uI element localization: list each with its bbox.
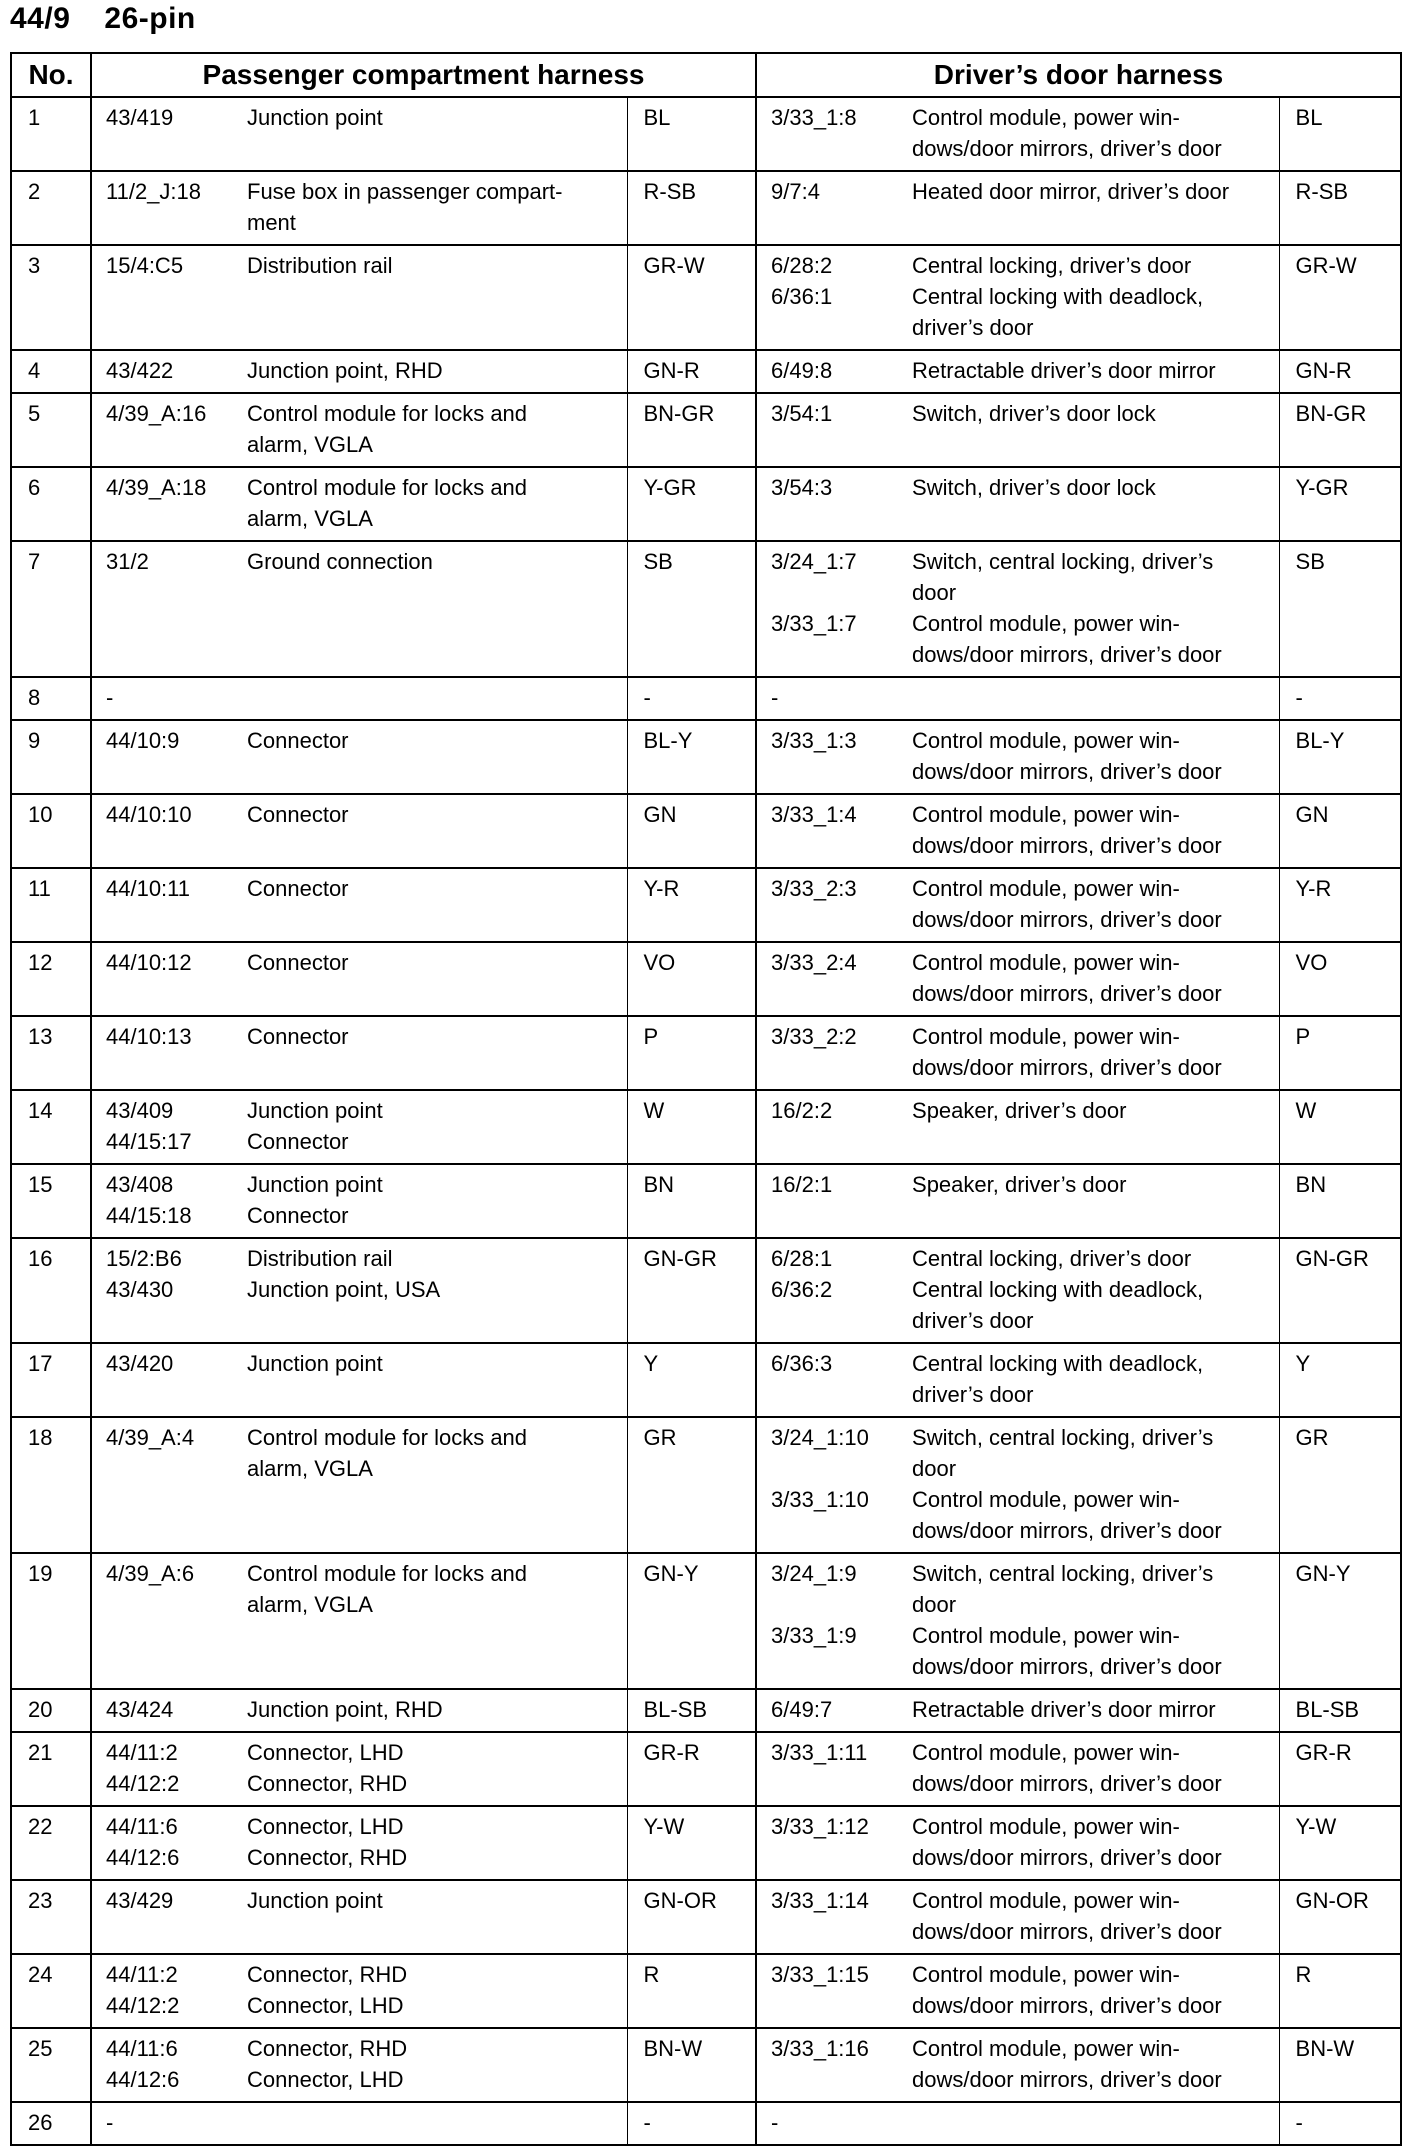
driver-description: Control module, power win- dows/door mirrors, driver’s door	[898, 794, 1279, 868]
table-row	[11, 393, 1401, 467]
passenger-description: Control module for locks and alarm, VGLA	[233, 1417, 627, 1553]
passenger-terminal: 4/39_A:16	[91, 393, 233, 467]
pin-number: 3	[11, 245, 91, 350]
passenger-wire-color: GN-R	[627, 350, 756, 393]
driver-description: Control module, power win- dows/door mirrors, driver’s door	[898, 1016, 1279, 1090]
passenger-wire-color: BN	[627, 1164, 756, 1238]
driver-wire-color: GN-R	[1279, 350, 1401, 393]
driver-description: Central locking with deadlock, driver’s door	[898, 1343, 1279, 1417]
passenger-description: Connector, LHD Connector, RHD	[233, 1732, 627, 1806]
passenger-wire-color: R	[627, 1954, 756, 2028]
driver-terminal: 3/33_1:14	[756, 1880, 898, 1954]
driver-description: Speaker, driver’s door	[898, 1164, 1279, 1238]
driver-description	[898, 2102, 1279, 2145]
driver-description: Control module, power win- dows/door mirrors, driver’s door	[898, 1954, 1279, 2028]
pin-number: 20	[11, 1689, 91, 1732]
passenger-description: Junction point	[233, 1343, 627, 1417]
pin-number: 4	[11, 350, 91, 393]
pin-number: 13	[11, 1016, 91, 1090]
passenger-description: Control module for locks and alarm, VGLA	[233, 1553, 627, 1689]
passenger-description	[233, 2102, 627, 2145]
passenger-description: Control module for locks and alarm, VGLA	[233, 467, 627, 541]
page-header	[10, 2, 196, 36]
passenger-terminal: 44/10:13	[91, 1016, 233, 1090]
passenger-wire-color: GR-R	[627, 1732, 756, 1806]
pin-number: 18	[11, 1417, 91, 1553]
pin-number: 23	[11, 1880, 91, 1954]
driver-description: Central locking, driver’s door Central locking with deadlock, driver’s door	[898, 245, 1279, 350]
driver-description: Control module, power win- dows/door mirrors, driver’s door	[898, 1732, 1279, 1806]
passenger-wire-color: GN-OR	[627, 1880, 756, 1954]
column-header-driver: Driver’s door harness	[756, 53, 1401, 97]
passenger-wire-color: BN-GR	[627, 393, 756, 467]
passenger-wire-color: GN	[627, 794, 756, 868]
table-row	[11, 541, 1401, 677]
table-row	[11, 868, 1401, 942]
passenger-terminal: 31/2	[91, 541, 233, 677]
pin-number: 22	[11, 1806, 91, 1880]
pin-count: 26-pin	[104, 2, 196, 35]
passenger-wire-color: Y-W	[627, 1806, 756, 1880]
driver-description: Control module, power win- dows/door mirrors, driver’s door	[898, 97, 1279, 171]
pin-number: 15	[11, 1164, 91, 1238]
driver-terminal: 3/33_1:15	[756, 1954, 898, 2028]
driver-terminal: 3/33_2:4	[756, 942, 898, 1016]
table-body	[11, 97, 1401, 2145]
driver-terminal: 3/33_1:12	[756, 1806, 898, 1880]
table-row	[11, 677, 1401, 720]
passenger-terminal: 44/11:6 44/12:6	[91, 2028, 233, 2102]
passenger-wire-color: BL-SB	[627, 1689, 756, 1732]
passenger-terminal: 44/10:10	[91, 794, 233, 868]
passenger-description: Distribution rail	[233, 245, 627, 350]
driver-description: Control module, power win- dows/door mirrors, driver’s door	[898, 1880, 1279, 1954]
passenger-terminal: 4/39_A:6	[91, 1553, 233, 1689]
passenger-wire-color: Y	[627, 1343, 756, 1417]
driver-terminal: 3/33_1:11	[756, 1732, 898, 1806]
driver-terminal: 16/2:1	[756, 1164, 898, 1238]
passenger-wire-color: GR	[627, 1417, 756, 1553]
driver-description	[898, 677, 1279, 720]
pin-number: 14	[11, 1090, 91, 1164]
passenger-wire-color: BL-Y	[627, 720, 756, 794]
pin-number: 8	[11, 677, 91, 720]
passenger-wire-color: Y-GR	[627, 467, 756, 541]
table-row	[11, 2028, 1401, 2102]
column-header-passenger: Passenger compartment harness	[91, 53, 756, 97]
pin-number: 24	[11, 1954, 91, 2028]
passenger-description	[233, 677, 627, 720]
pin-number: 17	[11, 1343, 91, 1417]
passenger-description: Distribution rail Junction point, USA	[233, 1238, 627, 1343]
passenger-terminal: 15/2:B6 43/430	[91, 1238, 233, 1343]
passenger-description: Connector	[233, 868, 627, 942]
driver-terminal: 3/54:3	[756, 467, 898, 541]
driver-terminal: 6/36:3	[756, 1343, 898, 1417]
passenger-wire-color: SB	[627, 541, 756, 677]
pin-number: 16	[11, 1238, 91, 1343]
driver-description: Heated door mirror, driver’s door	[898, 171, 1279, 245]
driver-wire-color: W	[1279, 1090, 1401, 1164]
driver-terminal: -	[756, 677, 898, 720]
driver-wire-color: Y-W	[1279, 1806, 1401, 1880]
table-header-row	[11, 53, 1401, 97]
passenger-wire-color: P	[627, 1016, 756, 1090]
passenger-wire-color: W	[627, 1090, 756, 1164]
passenger-description: Connector	[233, 720, 627, 794]
driver-terminal: 3/24_1:7 3/33_1:7	[756, 541, 898, 677]
pin-number: 25	[11, 2028, 91, 2102]
driver-wire-color: R-SB	[1279, 171, 1401, 245]
driver-description: Switch, central locking, driver’s door Control module, power win- dows/door mirrors, driver’s door	[898, 1417, 1279, 1553]
driver-wire-color: GR	[1279, 1417, 1401, 1553]
driver-terminal: 3/33_1:16	[756, 2028, 898, 2102]
driver-wire-color: Y	[1279, 1343, 1401, 1417]
table-row	[11, 1417, 1401, 1553]
passenger-terminal: 43/419	[91, 97, 233, 171]
passenger-terminal: 4/39_A:4	[91, 1417, 233, 1553]
driver-terminal: 3/33_2:3	[756, 868, 898, 942]
driver-terminal: 9/7:4	[756, 171, 898, 245]
passenger-terminal: 44/10:9	[91, 720, 233, 794]
passenger-description: Ground connection	[233, 541, 627, 677]
driver-terminal: 3/24_1:10 3/33_1:10	[756, 1417, 898, 1553]
table-row	[11, 1090, 1401, 1164]
passenger-description: Connector	[233, 1016, 627, 1090]
pin-number: 26	[11, 2102, 91, 2145]
pin-number: 1	[11, 97, 91, 171]
driver-wire-color: VO	[1279, 942, 1401, 1016]
passenger-wire-color: BN-W	[627, 2028, 756, 2102]
driver-wire-color: BN-W	[1279, 2028, 1401, 2102]
driver-description: Speaker, driver’s door	[898, 1090, 1279, 1164]
passenger-terminal: 44/10:12	[91, 942, 233, 1016]
driver-description: Central locking, driver’s door Central locking with deadlock, driver’s door	[898, 1238, 1279, 1343]
passenger-terminal: 44/11:6 44/12:6	[91, 1806, 233, 1880]
table-row	[11, 1689, 1401, 1732]
table-row	[11, 350, 1401, 393]
driver-wire-color: GN	[1279, 794, 1401, 868]
passenger-terminal: 15/4:C5	[91, 245, 233, 350]
driver-terminal: 6/28:1 6/36:2	[756, 1238, 898, 1343]
passenger-terminal: -	[91, 2102, 233, 2145]
driver-description: Retractable driver’s door mirror	[898, 1689, 1279, 1732]
pin-number: 5	[11, 393, 91, 467]
passenger-description: Fuse box in passenger compart- ment	[233, 171, 627, 245]
passenger-description: Junction point	[233, 97, 627, 171]
driver-wire-color: Y-GR	[1279, 467, 1401, 541]
passenger-terminal: 11/2_J:18	[91, 171, 233, 245]
table-row	[11, 1164, 1401, 1238]
passenger-description: Connector, RHD Connector, LHD	[233, 2028, 627, 2102]
driver-wire-color: GN-GR	[1279, 1238, 1401, 1343]
pin-number: 2	[11, 171, 91, 245]
passenger-terminal: 44/11:2 44/12:2	[91, 1732, 233, 1806]
pin-number: 12	[11, 942, 91, 1016]
passenger-terminal: -	[91, 677, 233, 720]
driver-wire-color: R	[1279, 1954, 1401, 2028]
passenger-description: Junction point, RHD	[233, 1689, 627, 1732]
driver-wire-color: BL	[1279, 97, 1401, 171]
table-row	[11, 467, 1401, 541]
passenger-terminal: 4/39_A:18	[91, 467, 233, 541]
driver-wire-color: BN-GR	[1279, 393, 1401, 467]
driver-terminal: 16/2:2	[756, 1090, 898, 1164]
table-row	[11, 1954, 1401, 2028]
driver-description: Switch, central locking, driver’s door Control module, power win- dows/door mirrors, driver’s door	[898, 541, 1279, 677]
driver-wire-color: GR-R	[1279, 1732, 1401, 1806]
driver-description: Retractable driver’s door mirror	[898, 350, 1279, 393]
driver-wire-color: P	[1279, 1016, 1401, 1090]
pin-number: 11	[11, 868, 91, 942]
driver-terminal: 3/33_2:2	[756, 1016, 898, 1090]
driver-description: Switch, driver’s door lock	[898, 393, 1279, 467]
pin-number: 7	[11, 541, 91, 677]
connector-id: 44/9	[10, 2, 71, 35]
passenger-description: Junction point, RHD	[233, 350, 627, 393]
driver-terminal: 6/49:8	[756, 350, 898, 393]
driver-description: Switch, central locking, driver’s door Control module, power win- dows/door mirrors, driver’s door	[898, 1553, 1279, 1689]
table-row	[11, 1238, 1401, 1343]
pinout-table	[10, 52, 1402, 2146]
driver-description: Control module, power win- dows/door mirrors, driver’s door	[898, 868, 1279, 942]
driver-terminal: 6/28:2 6/36:1	[756, 245, 898, 350]
pin-number: 10	[11, 794, 91, 868]
passenger-wire-color: -	[627, 2102, 756, 2145]
passenger-description: Connector	[233, 794, 627, 868]
table-row	[11, 942, 1401, 1016]
pin-number: 19	[11, 1553, 91, 1689]
pin-number: 6	[11, 467, 91, 541]
driver-wire-color: BL-SB	[1279, 1689, 1401, 1732]
driver-description: Control module, power win- dows/door mirrors, driver’s door	[898, 2028, 1279, 2102]
driver-description: Control module, power win- dows/door mirrors, driver’s door	[898, 1806, 1279, 1880]
driver-terminal: 3/33_1:8	[756, 97, 898, 171]
driver-description: Control module, power win- dows/door mirrors, driver’s door	[898, 942, 1279, 1016]
driver-terminal: 6/49:7	[756, 1689, 898, 1732]
table-row	[11, 1880, 1401, 1954]
driver-wire-color: BN	[1279, 1164, 1401, 1238]
table-row	[11, 171, 1401, 245]
passenger-terminal: 44/11:2 44/12:2	[91, 1954, 233, 2028]
passenger-description: Junction point Connector	[233, 1090, 627, 1164]
column-header-no: No.	[11, 53, 91, 97]
table-row	[11, 720, 1401, 794]
driver-terminal: -	[756, 2102, 898, 2145]
table-row	[11, 1732, 1401, 1806]
passenger-terminal: 43/420	[91, 1343, 233, 1417]
pin-number: 9	[11, 720, 91, 794]
passenger-wire-color: BL	[627, 97, 756, 171]
passenger-terminal: 43/409 44/15:17	[91, 1090, 233, 1164]
driver-terminal: 3/54:1	[756, 393, 898, 467]
driver-terminal: 3/33_1:4	[756, 794, 898, 868]
passenger-wire-color: -	[627, 677, 756, 720]
driver-wire-color: GN-Y	[1279, 1553, 1401, 1689]
driver-wire-color: -	[1279, 677, 1401, 720]
table-row	[11, 1553, 1401, 1689]
driver-description: Control module, power win- dows/door mirrors, driver’s door	[898, 720, 1279, 794]
table-row	[11, 245, 1401, 350]
passenger-wire-color: GR-W	[627, 245, 756, 350]
driver-wire-color: SB	[1279, 541, 1401, 677]
driver-wire-color: BL-Y	[1279, 720, 1401, 794]
driver-terminal: 3/33_1:3	[756, 720, 898, 794]
table-row	[11, 2102, 1401, 2145]
passenger-terminal: 43/429	[91, 1880, 233, 1954]
passenger-terminal: 43/424	[91, 1689, 233, 1732]
passenger-wire-color: R-SB	[627, 171, 756, 245]
passenger-description: Control module for locks and alarm, VGLA	[233, 393, 627, 467]
driver-wire-color: GN-OR	[1279, 1880, 1401, 1954]
table-row	[11, 97, 1401, 171]
driver-wire-color: Y-R	[1279, 868, 1401, 942]
driver-wire-color: -	[1279, 2102, 1401, 2145]
driver-terminal: 3/24_1:9 3/33_1:9	[756, 1553, 898, 1689]
table-row	[11, 1806, 1401, 1880]
passenger-description: Connector, RHD Connector, LHD	[233, 1954, 627, 2028]
passenger-terminal: 44/10:11	[91, 868, 233, 942]
passenger-wire-color: GN-GR	[627, 1238, 756, 1343]
driver-wire-color: GR-W	[1279, 245, 1401, 350]
table-row	[11, 1343, 1401, 1417]
passenger-wire-color: GN-Y	[627, 1553, 756, 1689]
passenger-description: Connector	[233, 942, 627, 1016]
pin-number: 21	[11, 1732, 91, 1806]
passenger-description: Connector, LHD Connector, RHD	[233, 1806, 627, 1880]
passenger-terminal: 43/408 44/15:18	[91, 1164, 233, 1238]
passenger-description: Junction point Connector	[233, 1164, 627, 1238]
passenger-description: Junction point	[233, 1880, 627, 1954]
driver-description: Switch, driver’s door lock	[898, 467, 1279, 541]
passenger-terminal: 43/422	[91, 350, 233, 393]
table-row	[11, 1016, 1401, 1090]
passenger-wire-color: Y-R	[627, 868, 756, 942]
table-row	[11, 794, 1401, 868]
passenger-wire-color: VO	[627, 942, 756, 1016]
